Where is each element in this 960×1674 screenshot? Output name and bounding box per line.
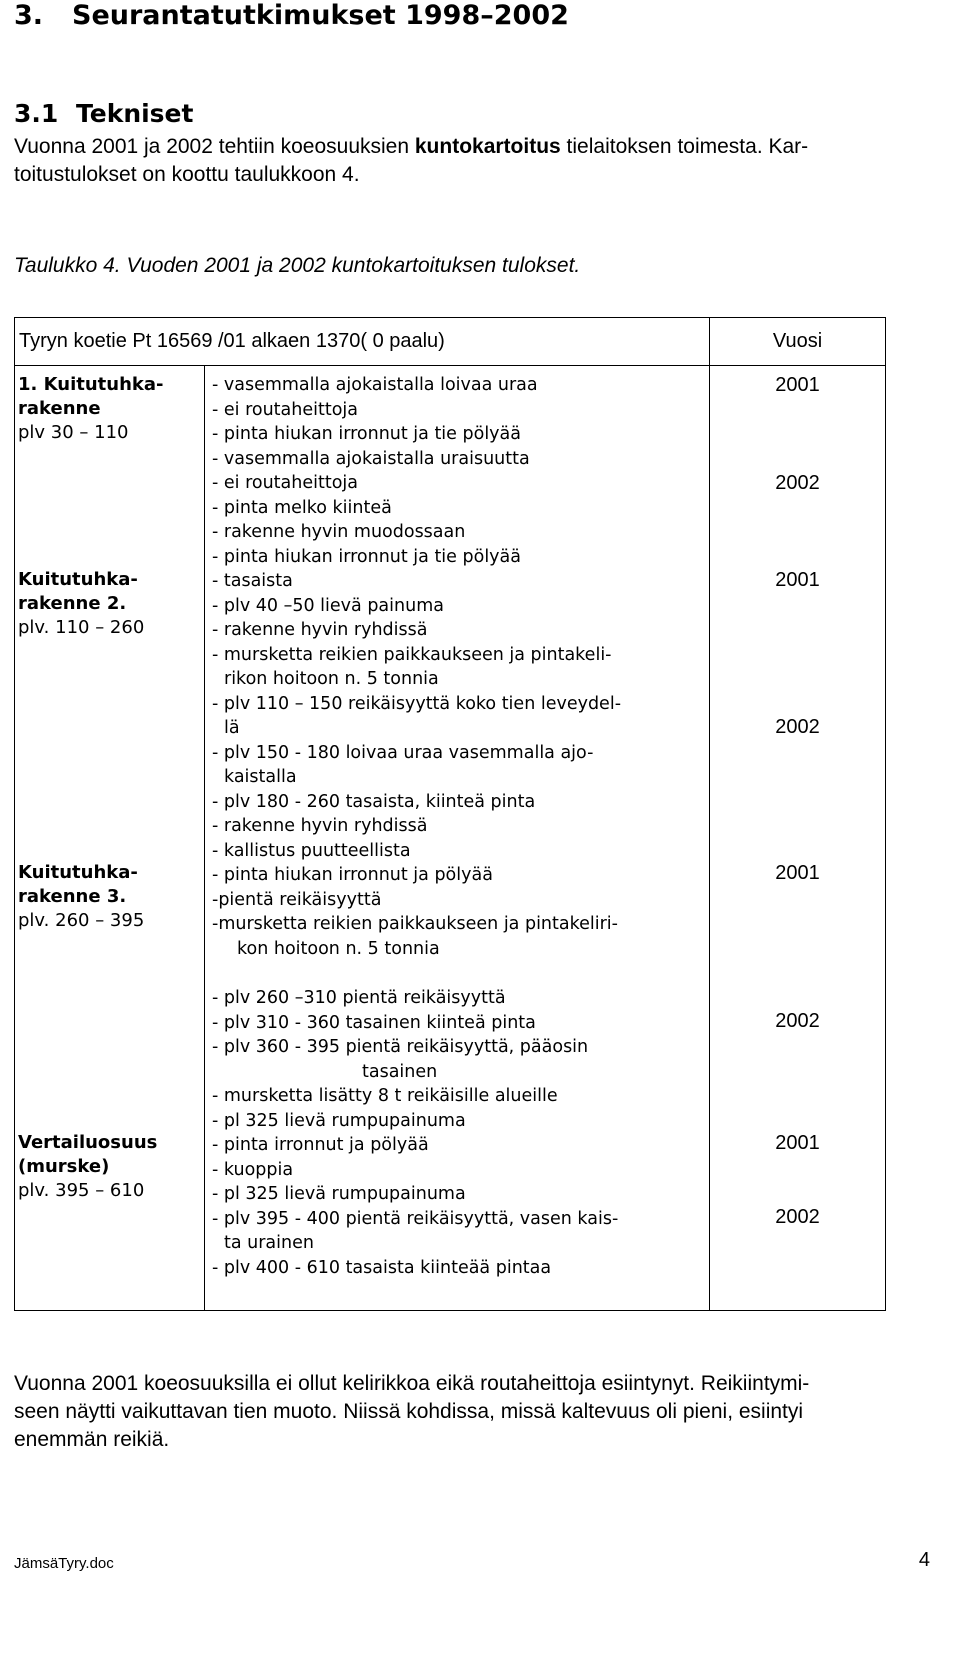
observation-line: ta urainen [224,1233,314,1253]
observation-line: - pinta hiukan irronnut ja pölyää [212,865,493,885]
observation-line: - vasemmalla ajokaistalla uraisuutta [212,448,530,469]
observation-line: - vasemmalla ajokaistalla loivaa uraa [212,375,538,395]
section-title: Seurantatutkimukset 1998–2002 [72,0,569,31]
intro-line-2: toitustulokset on koottu taulukkoon 4. [14,163,360,186]
footer-filename: JämsäTyry.doc [14,1555,114,1572]
intro-paragraph [14,133,808,189]
observation-line: - tasaista [212,571,293,591]
observation-line: rikon hoitoon n. 5 tonnia [224,669,439,689]
observation-line: - rakenne hyvin ryhdissä [212,620,428,640]
observation-line: - pinta hiukan irronnut ja tie pölyää [212,424,521,444]
intro-line-1: Vuonna 2001 ja 2002 tehtiin koeosuuksien kuntokartoitus tielaitoksen toimesta. Kar- [14,135,809,158]
observation-line: - plv 310 - 360 tasainen kiinteä pinta [212,1012,536,1033]
observation-line: - plv 110 – 150 reikäisyyttä koko tien leveydel- [212,693,622,714]
observation-line: - pl 325 lievä rumpupainuma [212,1110,466,1131]
observation-line: - pinta melko kiinteä [212,497,392,518]
observation-line: - kallistus puutteellista [212,840,411,861]
year-value: 2001 [775,1132,820,1154]
section-label: Vertailuosuus (murske) plv. 395 – 610 [18,1132,158,1201]
section-number: 3. [14,0,44,31]
observation-line: - plv 150 - 180 loivaa uraa vasemmalla ajo- [212,742,594,763]
observation-line: - mursketta lisätty 8 t reikäisille alueille [212,1086,558,1106]
table-caption: Taulukko 4. Vuoden 2001 ja 2002 kuntokartoituksen tulokset. [14,254,581,277]
observation-line: - plv 260 –310 pientä reikäisyyttä [212,988,506,1008]
observation-line: - mursketta reikien paikkaukseen ja pintakeli- [212,644,612,665]
observation-line: - plv 40 –50 lievä painuma [212,595,444,616]
observation-line: - kuoppia [212,1159,294,1180]
observation-line: - plv 395 - 400 pientä reikäisyyttä, vasen kais- [212,1208,619,1229]
observation-line: kaistalla [224,767,297,787]
subsection-number: 3.1 [14,99,59,128]
subsection-heading [14,98,193,130]
year-value: 2002 [775,1206,820,1228]
observation-line: - plv 360 - 395 pientä reikäisyyttä, pääosin [212,1037,589,1057]
observation-line: -mursketta reikien paikkaukseen ja pintakeliri- [212,914,618,934]
year-value: 2001 [775,569,820,591]
year-value: 2001 [775,374,820,396]
observation-line: kon hoitoon n. 5 tonnia [237,938,440,959]
observation-line: lä [224,718,240,738]
years-cell [710,366,886,1311]
year-column-header: Vuosi [710,318,886,366]
results-table [14,317,886,1311]
year-value: 2002 [775,472,820,494]
observation-line: tasainen [362,1061,438,1082]
observation-line: - ei routaheittoja [212,473,358,493]
observation-line: - pinta hiukan irronnut ja tie pölyää [212,546,521,567]
section-label: Kuitutuhka- rakenne 3. plv. 260 – 395 [18,862,145,931]
observation-line: - pl 325 lievä rumpupainuma [212,1184,466,1204]
page-number: 4 [918,1549,930,1571]
section-heading [14,0,569,32]
section-label: 1. Kuitutuhka- rakenne plv 30 – 110 [18,374,164,443]
observation-line: - rakenne hyvin ryhdissä [212,816,428,836]
table-header-row [15,318,886,366]
table-body-row [15,366,886,1311]
observations-cell [205,366,710,1311]
conclusion-line: seen näytti vaikuttavan tien muoto. Niissä kohdissa, missä kaltevuus oli pieni, esiintyi [14,1400,804,1423]
observation-line: - pinta irronnut ja pölyää [212,1135,429,1155]
year-value: 2002 [775,716,820,738]
table-header: Tyryn koetie Pt 16569 /01 alkaen 1370( 0 paalu) [15,318,710,366]
observation-line: - rakenne hyvin muodossaan [212,522,466,542]
section-label: Kuitutuhka- rakenne 2. plv. 110 – 260 [18,569,145,638]
observation-line: - ei routaheittoja [212,399,358,420]
conclusion-line: enemmän reikiä. [14,1428,170,1451]
year-value: 2002 [775,1010,820,1032]
observation-line: - plv 400 - 610 tasaista kiinteää pintaa [212,1257,552,1278]
observation-line: -pientä reikäisyyttä [212,889,382,910]
section-names-cell [15,366,205,1311]
year-value: 2001 [775,862,820,884]
conclusion-line: Vuonna 2001 koeosuuksilla ei ollut kelirikkoa eikä routaheittoja esiintynyt. Reikiintymi- [14,1372,810,1395]
conclusion-paragraph [14,1370,809,1454]
observation-line: - plv 180 - 260 tasaista, kiinteä pinta [212,791,536,812]
subsection-title: Tekniset [76,99,194,128]
intro-bold-term: kuntokartoitus [414,135,561,158]
